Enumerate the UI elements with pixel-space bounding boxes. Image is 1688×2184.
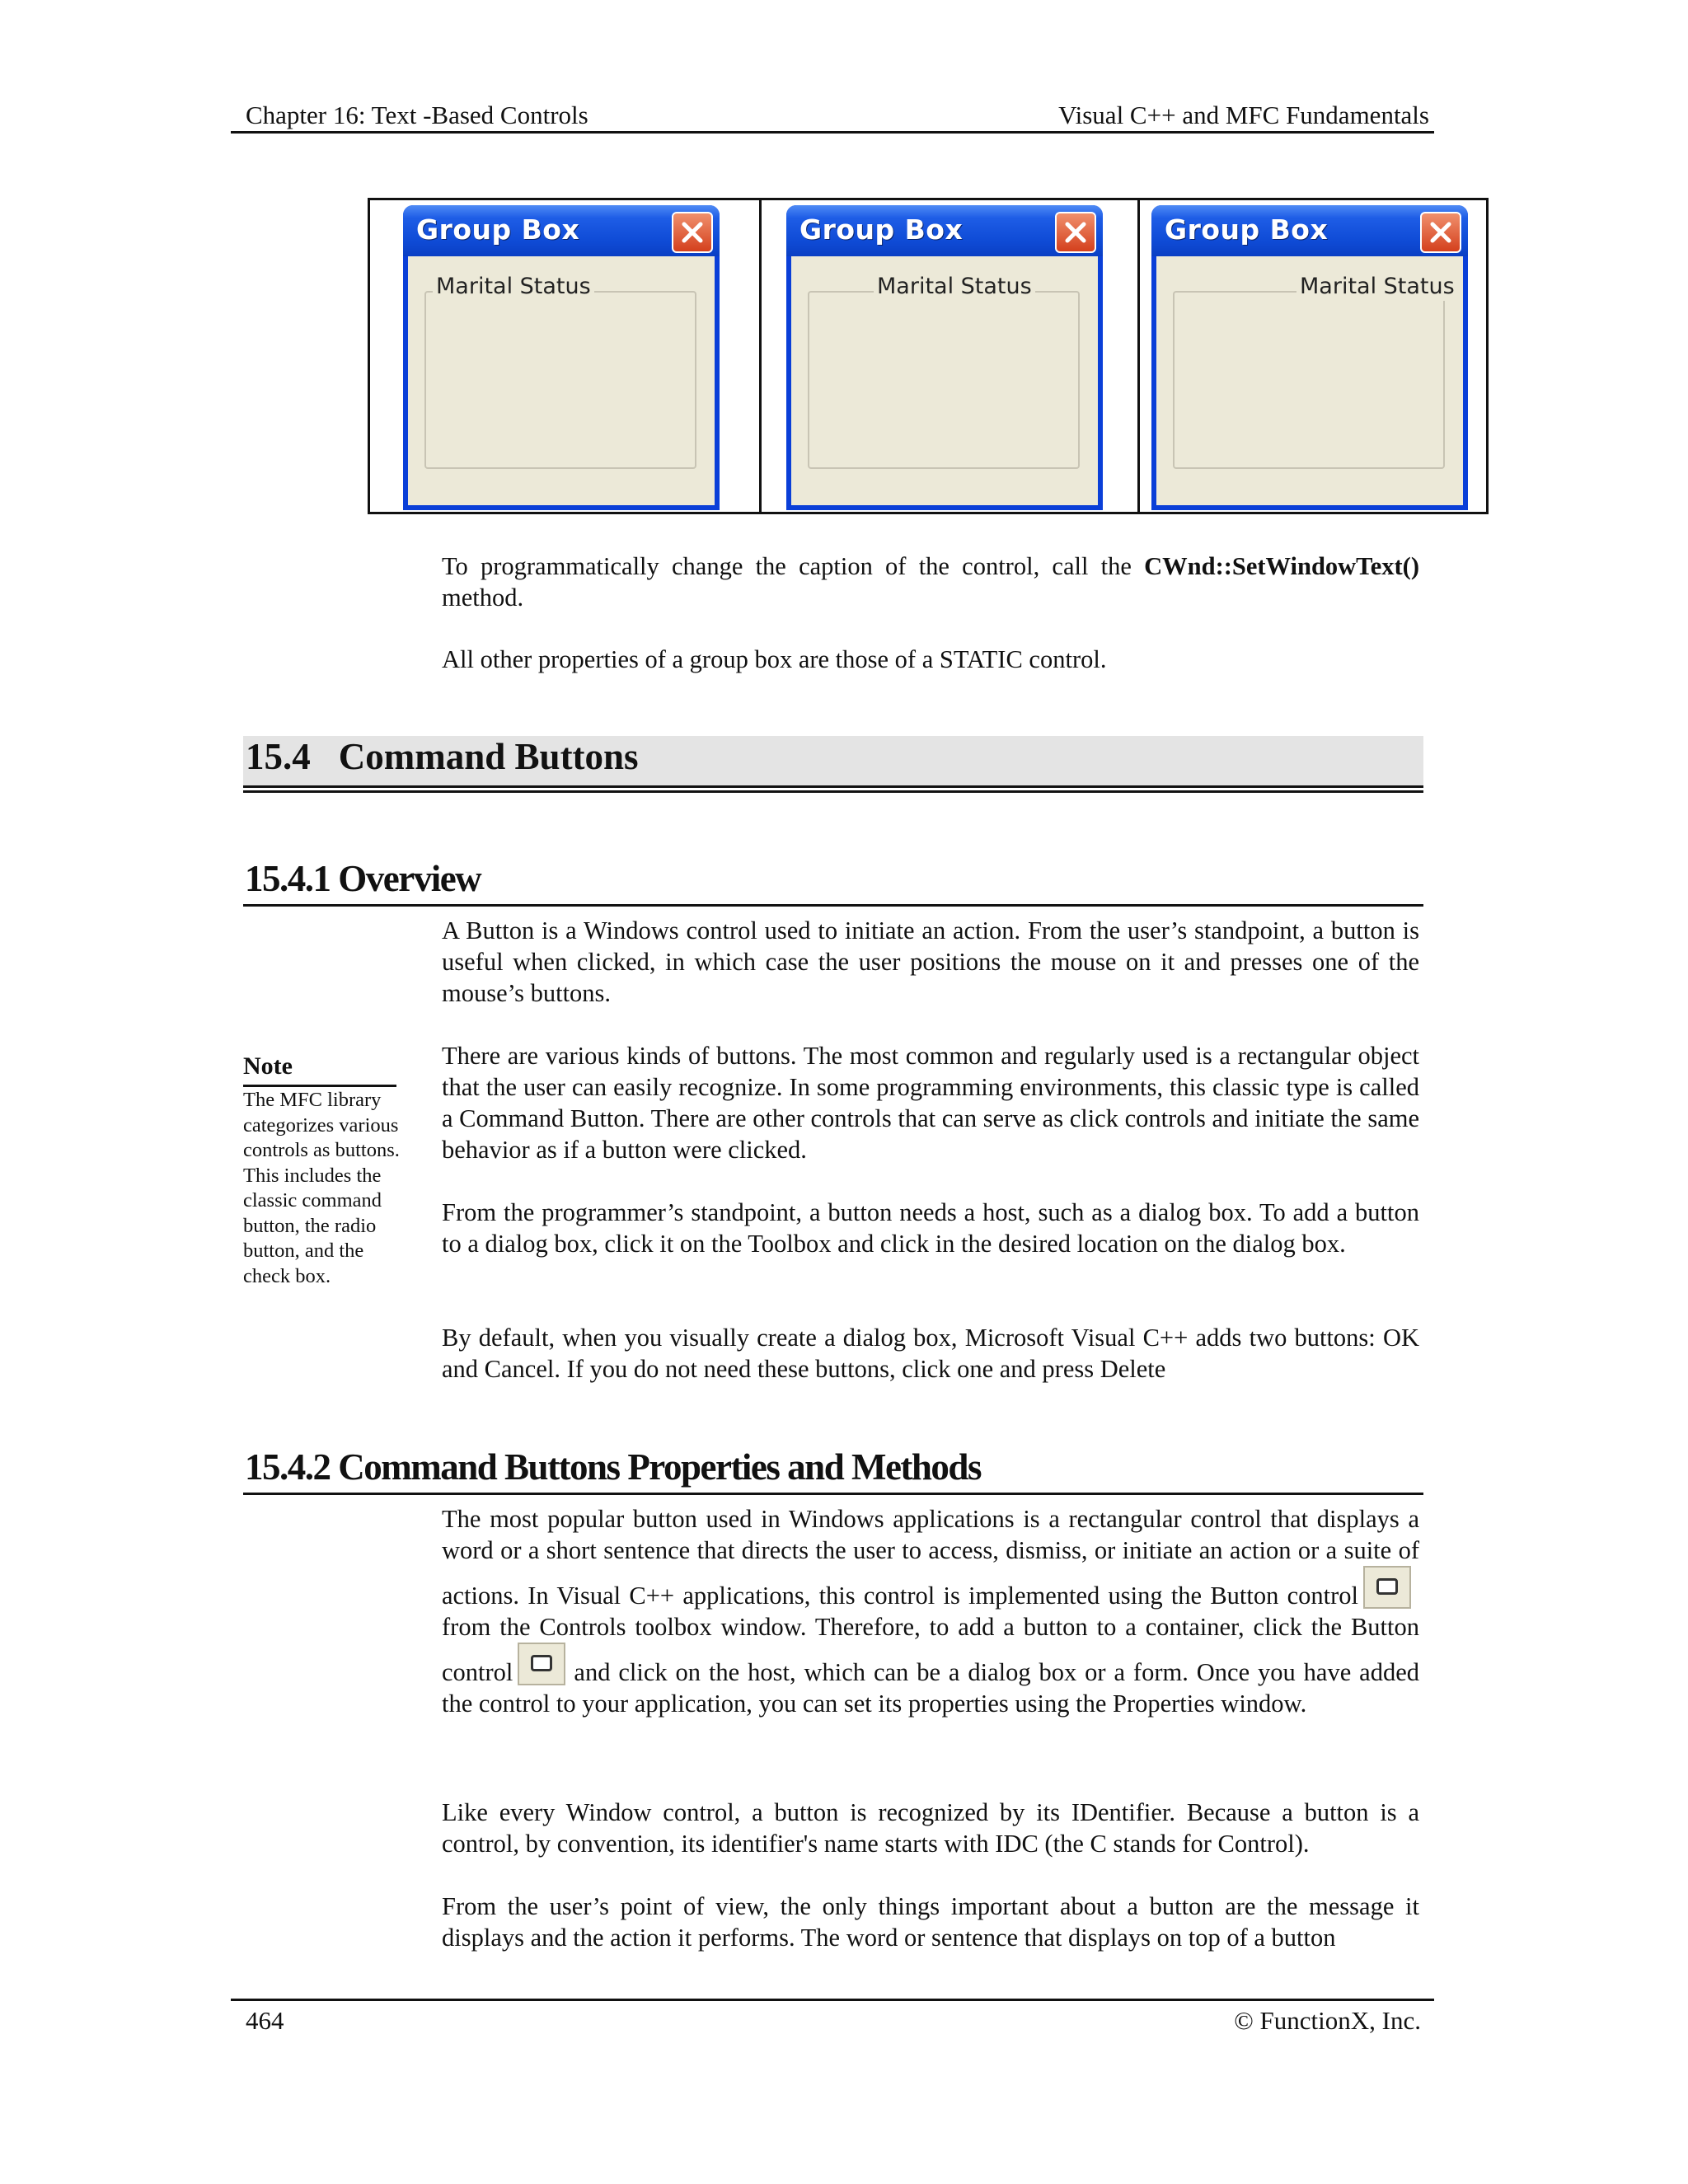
- section-number: 15.4: [246, 736, 311, 777]
- properties-paragraph-1: [442, 1503, 1419, 1719]
- subsection-rule: [243, 904, 1423, 907]
- window-close-button[interactable]: [1420, 212, 1461, 253]
- intro-text-before: To programmatically change the caption of the control, call the: [442, 552, 1145, 580]
- screenshot-divider: [759, 200, 762, 512]
- intro-paragraph-1: [442, 551, 1419, 613]
- group-box-window-center: [786, 205, 1103, 510]
- overview-text: A Button is a Windows control used to initiate an action. From the user’s standpoint, a button is useful when clicked, in which case the user positions the mouse on it and presses one of the mouse’s buttons.: [442, 916, 1419, 1007]
- intro-paragraph-2: [442, 644, 1419, 675]
- close-icon: [1429, 221, 1452, 244]
- window-close-button[interactable]: [672, 212, 713, 253]
- close-icon: [1064, 221, 1087, 244]
- overview-text: By default, when you visually create a dialog box, Microsoft Visual C++ adds two buttons: OK and Cancel. If you do not need these buttons, click one and press Delete: [442, 1324, 1419, 1383]
- section-rule: [243, 785, 1423, 788]
- group-box-caption: Marital Status: [433, 273, 594, 301]
- group-box-frame: [424, 291, 696, 469]
- window-close-button[interactable]: [1055, 212, 1096, 253]
- note-title: Note: [243, 1052, 293, 1080]
- group-box-screenshot: [368, 198, 1489, 514]
- header-rule: [231, 131, 1434, 134]
- note-body: The MFC library categorizes various controls as buttons. This includes the classic command button, the radio button, and the check box.: [243, 1089, 400, 1287]
- window-client-area: [791, 256, 1098, 505]
- footer-copyright: © FunctionX, Inc.: [1234, 2006, 1421, 2035]
- group-box-window-left: [403, 205, 720, 510]
- intro-text: All other properties of a group box are those of a STATIC control.: [442, 645, 1107, 673]
- note-rule: [243, 1085, 396, 1087]
- subsection-heading-overview: 15.4.1 Overview: [245, 858, 481, 899]
- section-title: Command Buttons: [338, 736, 639, 777]
- overview-paragraph-3: [442, 1197, 1419, 1259]
- overview-paragraph-4: [442, 1322, 1419, 1385]
- properties-text: The most popular button used in Windows applications is a rectangular control that displays a word or a short sentence that directs the user to access, dismiss, or initiate an action or a suite of actions. In Visual C++ applications, this control is implemented using the Button control: [442, 1505, 1419, 1610]
- footer-rule: [231, 1999, 1434, 2001]
- properties-text: Like every Window control, a button is recognized by its IDentifier. Because a button is a control, by convention, its identifier's name starts with IDC (the C stands for Control).: [442, 1798, 1419, 1858]
- header-book-title: Visual C++ and MFC Fundamentals: [1058, 101, 1429, 129]
- subsection-heading-properties: 15.4.2 Command Buttons Properties and Methods: [245, 1446, 981, 1488]
- intro-text-after: method.: [442, 583, 524, 612]
- group-box-frame: [1173, 291, 1445, 469]
- window-title-bar: [1151, 205, 1468, 256]
- overview-text: There are various kinds of buttons. The most common and regularly used is a rectangular object that the user can easily recognize. In some programming environments, this classic type is called a Command Button. There are other controls that can serve as click controls and initiate the same behavior as if a button were clicked.: [442, 1042, 1420, 1164]
- subsection-rule: [243, 1493, 1423, 1495]
- page-number: 464: [246, 2006, 284, 2035]
- group-box-caption: Marital Status: [874, 273, 1035, 301]
- group-box-frame: [808, 291, 1080, 469]
- properties-paragraph-2: [442, 1797, 1419, 1859]
- section-rule: [243, 790, 1423, 793]
- properties-text: and click on the host, which can be a dialog box or a form. Once you have added the control to your application, you can set its properties using the Properties window.: [442, 1658, 1419, 1718]
- group-box-window-right: [1151, 205, 1468, 510]
- window-title-bar: [403, 205, 720, 256]
- close-icon: [681, 221, 704, 244]
- group-box-caption: Marital Status: [1296, 273, 1458, 301]
- properties-paragraph-3: [442, 1891, 1419, 1953]
- button-control-icon: [1363, 1566, 1411, 1609]
- window-client-area: [1156, 256, 1463, 505]
- overview-paragraph-2: [442, 1040, 1419, 1165]
- properties-text: From the user’s point of view, the only things important about a button are the message it displays and the action it performs. The word or sentence that displays on top of a button: [442, 1892, 1419, 1952]
- window-title: Group Box: [416, 213, 580, 246]
- overview-text: From the programmer’s standpoint, a button needs a host, such as a dialog box. To add a button to a dialog box, click it on the Toolbox and click in the desired location on the dialog box.: [442, 1198, 1419, 1258]
- window-client-area: [408, 256, 715, 505]
- header-chapter-title: Chapter 16: Text -Based Controls: [246, 101, 588, 129]
- screenshot-divider: [1137, 200, 1140, 512]
- overview-paragraph-1: [442, 915, 1419, 1009]
- section-heading: [246, 732, 639, 781]
- window-title-bar: [786, 205, 1103, 256]
- window-title: Group Box: [799, 213, 964, 246]
- button-control-icon: [518, 1643, 565, 1685]
- window-title: Group Box: [1165, 213, 1329, 246]
- method-name: CWnd::SetWindowText(): [1144, 552, 1419, 580]
- properties-text: from the Controls toolbox window. Therefore, to add a button to a container, click the Button control: [442, 1613, 1419, 1686]
